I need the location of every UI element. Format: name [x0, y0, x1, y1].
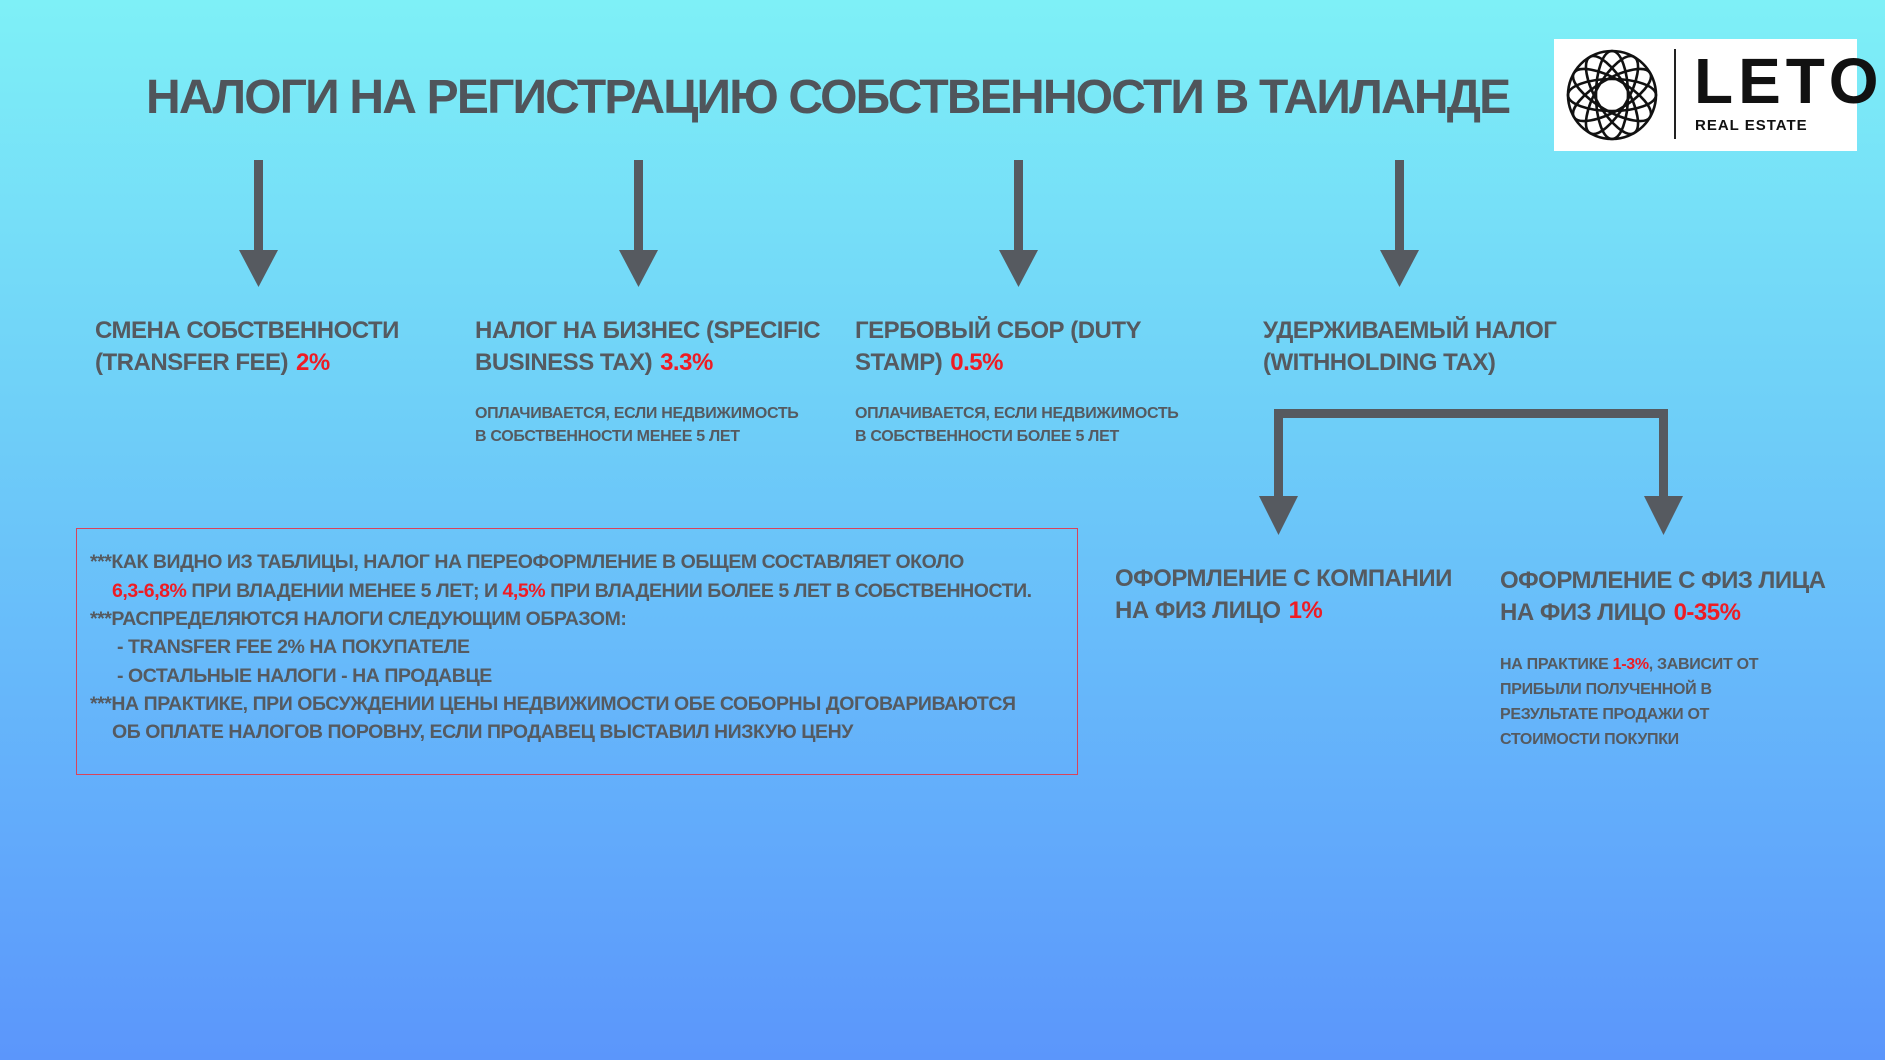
- tax-label-line1: НАЛОГ НА БИЗНЕС (SPECIFIC: [475, 317, 821, 344]
- withholding-note-line: [1500, 652, 1758, 677]
- withholding-person: [1500, 565, 1826, 629]
- tax-rate: 3.3%: [660, 349, 713, 376]
- note-rate: 1-3%: [1612, 656, 1649, 673]
- withholding-note-line: ПРИБЫЛИ ПОЛУЧЕННОЙ В: [1500, 681, 1712, 698]
- summary-line: ***НА ПРАКТИКЕ, ПРИ ОБСУЖДЕНИИ ЦЕНЫ НЕДВИЖИМОСТИ ОБЕ СОБОРНЫ ДОГОВАРИВАЮТСЯ: [90, 693, 1016, 715]
- summary-line: [112, 577, 1032, 605]
- note-text: , ЗАВИСИТ ОТ: [1648, 656, 1759, 673]
- tax-rate: 0.5%: [950, 349, 1003, 376]
- tax-note-line: В СОБСТВЕННОСТИ МЕНЕЕ 5 ЛЕТ: [475, 428, 740, 445]
- tax-label-line1: СМЕНА СОБСТВЕННОСТИ: [95, 317, 399, 344]
- withholding-label-line1: ОФОРМЛЕНИЕ С ФИЗ ЛИЦА: [1500, 567, 1826, 594]
- page-title: НАЛОГИ НА РЕГИСТРАЦИЮ СОБСТВЕННОСТИ В ТАИЛАНДЕ: [146, 71, 1510, 124]
- tax-label-line2: (WITHHOLDING TAX): [1263, 349, 1496, 376]
- tax-label-line1: УДЕРЖИВАЕМЫЙ НАЛОГ: [1263, 317, 1557, 344]
- tax-label-line1: ГЕРБОВЫЙ СБОР (DUTY: [855, 317, 1142, 344]
- tax-transfer-fee: [95, 315, 399, 379]
- tax-note: [855, 402, 1179, 448]
- tax-note-line: ОПЛАЧИВАЕТСЯ, ЕСЛИ НЕДВИЖИМОСТЬ: [855, 405, 1179, 422]
- tax-note: [475, 402, 799, 448]
- tax-specific-business: [475, 315, 820, 379]
- tax-label-line2: (TRANSFER FEE): [95, 349, 288, 376]
- note-text: НА ПРАКТИКЕ: [1500, 656, 1613, 673]
- withholding-rate: 1%: [1288, 597, 1323, 624]
- withholding-rate: 0-35%: [1673, 599, 1741, 626]
- withholding-note-line: СТОИМОСТИ ПОКУПКИ: [1500, 731, 1679, 748]
- withholding-label-line2: НА ФИЗ ЛИЦО: [1500, 599, 1666, 626]
- tax-duty-stamp: [855, 315, 1141, 379]
- summary-line: ***РАСПРЕДЕЛЯЮТСЯ НАЛОГИ СЛЕДУЮЩИМ ОБРАЗОМ:: [90, 608, 627, 630]
- withholding-note: [1500, 652, 1758, 752]
- tax-note-line: В СОБСТВЕННОСТИ БОЛЕЕ 5 ЛЕТ: [855, 428, 1119, 445]
- tax-note-line: ОПЛАЧИВАЕТСЯ, ЕСЛИ НЕДВИЖИМОСТЬ: [475, 405, 799, 422]
- summary-rate: 6,3-6,8%: [112, 580, 187, 602]
- arrow-down-icon: [1380, 160, 1419, 287]
- summary-line: ***КАК ВИДНО ИЗ ТАБЛИЦЫ, НАЛОГ НА ПЕРЕОФОРМЛЕНИЕ В ОБЩЕМ СОСТАВЛЯЕТ ОКОЛО: [90, 551, 964, 573]
- logo-subtitle: REAL ESTATE: [1695, 117, 1808, 134]
- withholding-company: [1115, 563, 1452, 627]
- tax-withholding: [1263, 315, 1556, 379]
- summary-line: ОБ ОПЛАТЕ НАЛОГОВ ПОРОВНУ, ЕСЛИ ПРОДАВЕЦ ВЫСТАВИЛ НИЗКУЮ ЦЕНУ: [112, 721, 853, 743]
- summary-text: ПРИ ВЛАДЕНИИ МЕНЕЕ 5 ЛЕТ; И: [186, 580, 503, 602]
- arrow-down-icon: [999, 160, 1038, 287]
- tax-label-line2: STAMP): [855, 349, 943, 376]
- summary-box: [76, 528, 1078, 775]
- summary-line: - ОСТАЛЬНЫЕ НАЛОГИ - НА ПРОДАВЦЕ: [117, 665, 492, 687]
- withholding-label-line1: ОФОРМЛЕНИЕ С КОМПАНИИ: [1115, 565, 1452, 592]
- branch-connector: [1259, 409, 1683, 535]
- tax-label-line2: BUSINESS TAX): [475, 349, 653, 376]
- withholding-note-line: РЕЗУЛЬТАТЕ ПРОДАЖИ ОТ: [1500, 706, 1710, 723]
- arrow-down-icon: [619, 160, 658, 287]
- arrow-down-icon: [239, 160, 278, 287]
- tax-rate: 2%: [296, 349, 330, 376]
- logo-wordmark: LETO: [1694, 45, 1884, 117]
- withholding-label-line2: НА ФИЗ ЛИЦО: [1115, 597, 1281, 624]
- summary-line: - TRANSFER FEE 2% НА ПОКУПАТЕЛЕ: [117, 636, 470, 658]
- summary-text: ПРИ ВЛАДЕНИИ БОЛЕЕ 5 ЛЕТ В СОБСТВЕННОСТИ.: [545, 580, 1032, 602]
- summary-rate: 4,5%: [502, 580, 546, 602]
